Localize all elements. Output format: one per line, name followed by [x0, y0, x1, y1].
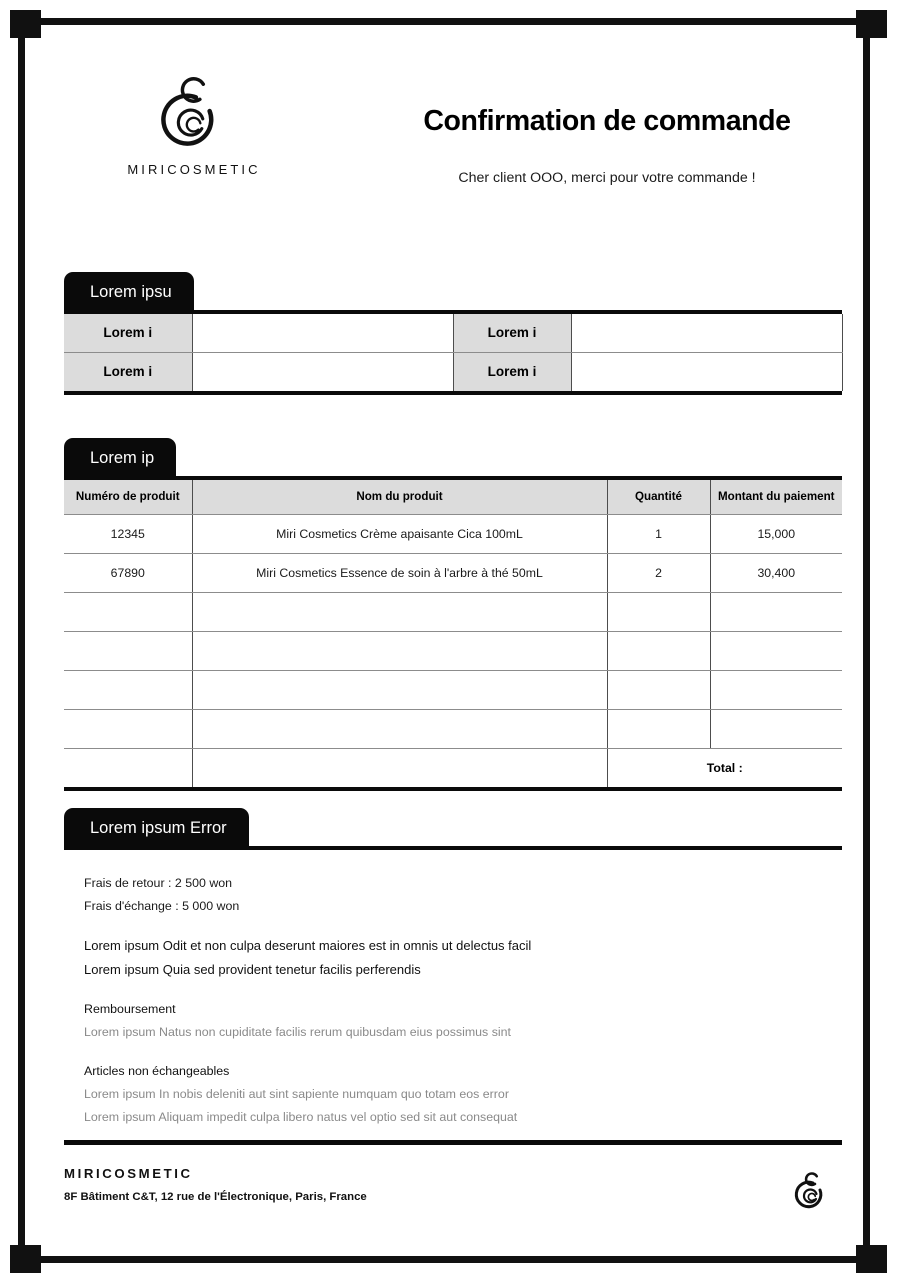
col-header-product-number: Numéro de produit — [64, 480, 192, 515]
policy-section-tab: Lorem ipsum Error — [64, 808, 249, 848]
cell-quantity: 1 — [607, 514, 710, 553]
info-label-cell: Lorem i — [453, 352, 571, 391]
info-value-cell[interactable] — [571, 352, 842, 391]
cell-amount: 30,400 — [710, 553, 842, 592]
table-row — [64, 352, 842, 391]
policy-spacer — [84, 1044, 842, 1060]
policy-notice-line: Lorem ipsum Odit et non culpa deserunt maiores est in omnis ut delectus facil — [84, 937, 532, 953]
table-total-row — [64, 748, 842, 787]
cell-product-number — [64, 592, 192, 631]
cell-product-number: 12345 — [64, 514, 192, 553]
info-value-cell[interactable] — [192, 314, 453, 353]
info-value-cell[interactable] — [571, 314, 842, 353]
cell-amount: 15,000 — [710, 514, 842, 553]
cell-quantity — [607, 709, 710, 748]
footer-rule — [64, 1140, 842, 1145]
total-blank-name — [192, 748, 607, 787]
cell-amount — [710, 670, 842, 709]
cell-amount — [710, 592, 842, 631]
policy-nonexchange-heading: Articles non échangeables — [84, 1063, 230, 1078]
total-label: Total : — [706, 760, 743, 775]
col-header-quantity: Quantité — [607, 480, 710, 515]
policy-nonexchange-line: Lorem ipsum In nobis deleniti aut sint sapiente numquam quo totam eos error — [84, 1086, 509, 1101]
table-header-row — [64, 480, 842, 515]
policy-nonexchange-line: Lorem ipsum Aliquam impedit culpa libero natus vel optio sed sit aut consequat — [84, 1109, 518, 1124]
policy-body — [64, 850, 842, 1129]
footer-company-name: MIRICOSMETIC — [64, 1166, 193, 1181]
policy-spacer — [84, 918, 842, 934]
col-header-amount: Montant du paiement — [710, 480, 842, 515]
policy-spacer — [84, 982, 842, 998]
cell-product-name — [192, 709, 607, 748]
cell-quantity — [607, 592, 710, 631]
policy-fee-line: Frais d'échange : 5 000 won — [84, 898, 240, 913]
document-footer — [64, 1166, 842, 1236]
info-label-cell: Lorem i — [64, 352, 192, 391]
product-section-top-rule — [64, 476, 842, 480]
cell-product-number — [64, 709, 192, 748]
product-section-bottom-rule — [64, 787, 842, 791]
cell-amount — [710, 709, 842, 748]
info-section-tab: Lorem ipsu — [64, 272, 194, 312]
table-row — [64, 514, 842, 553]
policy-notice-line: Lorem ipsum Quia sed provident tenetur facilis perferendis — [84, 961, 421, 977]
info-section — [64, 272, 842, 395]
cell-product-number: 67890 — [64, 553, 192, 592]
info-label-cell: Lorem i — [64, 314, 192, 353]
product-section — [64, 438, 842, 791]
page-title: Confirmation de commande — [423, 105, 791, 137]
cell-amount — [710, 631, 842, 670]
info-table — [64, 314, 843, 391]
brand-block — [104, 72, 284, 177]
cell-quantity — [607, 670, 710, 709]
policy-fee-line: Frais de retour : 2 500 won — [84, 875, 233, 890]
table-row — [64, 592, 842, 631]
page-subtitle: Cher client OOO, merci pour votre commande ! — [458, 170, 756, 187]
footer-address: 8F Bâtiment C&T, 12 rue de l'Électronique, Paris, France — [64, 1191, 367, 1203]
info-value-cell[interactable] — [192, 352, 453, 391]
cell-product-name: Miri Cosmetics Essence de soin à l'arbre à thé 50mL — [192, 553, 607, 592]
miricosmetic-swirl-logo-icon — [794, 1168, 830, 1214]
policy-refund-heading: Remboursement — [84, 1001, 176, 1016]
info-section-bottom-rule — [64, 391, 842, 395]
policy-section — [64, 808, 842, 1129]
cell-product-number — [64, 670, 192, 709]
document-header — [64, 72, 842, 222]
cell-product-name — [192, 631, 607, 670]
policy-refund-line: Lorem ipsum Natus non cupiditate facilis rerum quibusdam eius possimus sint — [84, 1024, 511, 1039]
brand-name: MIRICOSMETIC — [127, 162, 261, 177]
miricosmetic-swirl-logo-icon — [158, 72, 230, 154]
product-section-tab: Lorem ip — [64, 438, 176, 478]
cell-product-name — [192, 592, 607, 631]
table-row — [64, 709, 842, 748]
table-row — [64, 670, 842, 709]
cell-quantity — [607, 631, 710, 670]
cell-product-number — [64, 631, 192, 670]
header-title-block — [372, 106, 842, 186]
table-row — [64, 553, 842, 592]
info-label-cell: Lorem i — [453, 314, 571, 353]
cell-quantity: 2 — [607, 553, 710, 592]
table-row — [64, 314, 842, 353]
cell-product-name — [192, 670, 607, 709]
product-table — [64, 480, 842, 787]
table-row — [64, 631, 842, 670]
cell-product-name: Miri Cosmetics Crème apaisante Cica 100mL — [192, 514, 607, 553]
col-header-product-name: Nom du produit — [192, 480, 607, 515]
total-blank-number — [64, 748, 192, 787]
